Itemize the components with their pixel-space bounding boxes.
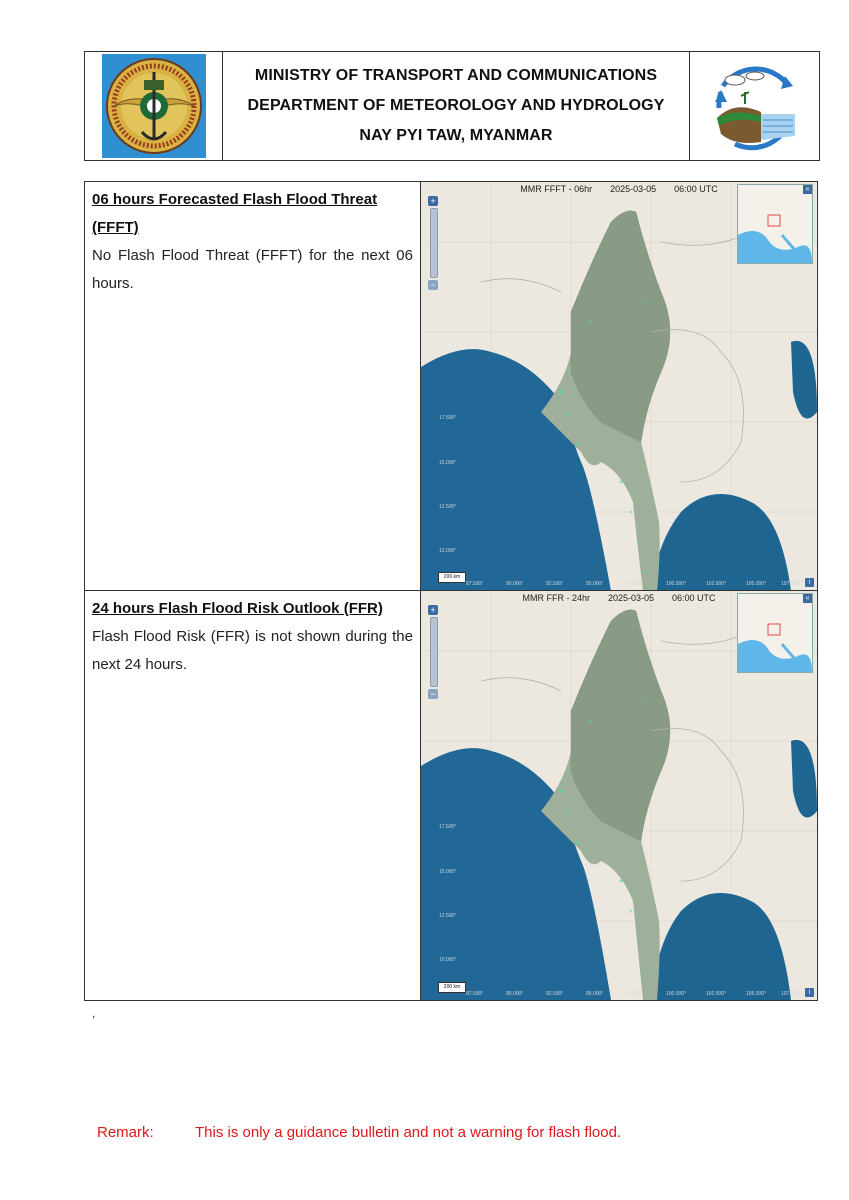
ffft-lon-label: 105.000° (746, 581, 767, 587)
ffft-text-cell (85, 182, 421, 590)
ffr-lon-label: 95.000° (586, 991, 604, 997)
ffr-lon-label: 90.000° (506, 991, 524, 997)
ffft-zoom-control (428, 196, 439, 292)
ffr-lon-label: 105.000° (746, 991, 767, 997)
ffft-lon-label: 95.000° (586, 581, 604, 587)
location-title: NAY PYI TAW, MYANMAR (359, 127, 553, 144)
ffft-zoom-in-button[interactable]: + (428, 196, 438, 206)
ffr-map-date: 2025-03-05 (607, 593, 654, 603)
hydrology-cycle-icon (705, 56, 805, 156)
header-title-block (223, 52, 689, 160)
ffft-title-abbr: (FFFT) (92, 219, 139, 236)
remark-label: Remark: (97, 1124, 154, 1141)
ministry-emblem-icon (102, 54, 206, 158)
ffr-zoom-control (428, 605, 439, 701)
ffft-overview-toggle-button[interactable]: « (803, 185, 812, 194)
ffft-body: No Flash Flood Threat (FFFT) for the next 06 hours. (92, 247, 413, 292)
ffft-overview-graphic (738, 185, 812, 263)
ffr-lon-label: 100.000° (666, 991, 687, 997)
ffft-scale-bar: 200 km (438, 572, 466, 583)
ffft-zoom-out-button[interactable]: − (428, 280, 438, 290)
ffft-lon-label: 87.500° (466, 581, 484, 587)
ffft-lat-label: 15.000° (439, 460, 457, 466)
ffft-lat-label: 10.000° (439, 548, 457, 554)
ffft-row (85, 182, 817, 591)
right-logo-cell (689, 52, 819, 160)
ffr-zoom-slider[interactable] (430, 617, 438, 687)
department-title: DEPARTMENT OF METEOROLOGY AND HYDROLOGY (247, 97, 665, 114)
ffr-map-time: 06:00 UTC (672, 593, 716, 603)
ffr-lon-label: 97.500° (626, 991, 644, 997)
ffft-lon-label: 97.500° (626, 581, 644, 587)
remark-text: This is only a guidance bulletin and not a warning for flash flood. (195, 1124, 622, 1141)
ffr-lon-label: 92.500° (546, 991, 564, 997)
bulletin-header (84, 51, 820, 161)
ffr-title: 24 hours Flash Flood Risk Outlook (FFR) (92, 600, 383, 617)
ffr-body: Flash Flood Risk (FFR) is not shown during the next 24 hours. (92, 628, 413, 673)
ffr-scale-bar: 200 km (438, 982, 466, 993)
ffr-lon-label: 102.500° (706, 991, 727, 997)
ffr-lat-label: 17.500° (439, 824, 457, 830)
ffr-lon-label: 87.500° (466, 991, 484, 997)
ffft-info-button[interactable]: i (805, 578, 814, 587)
ffr-map-product: MMR FFR - 24hr (522, 593, 590, 603)
ffr-overview-toggle-button[interactable]: « (803, 594, 812, 603)
ffft-lon-label: 102.500° (706, 581, 727, 587)
ffft-zoom-slider[interactable] (430, 208, 438, 278)
ffr-map[interactable] (421, 591, 817, 1000)
ffr-lat-label: 15.000° (439, 869, 457, 875)
ffft-map[interactable] (421, 182, 817, 590)
ffr-lat-label: 12.500° (439, 913, 457, 919)
ffft-lon-label: 90.000° (506, 581, 524, 587)
ffft-overview-map[interactable] (737, 184, 813, 264)
ffft-map-time: 06:00 UTC (674, 184, 718, 194)
remark-line (97, 1124, 621, 1141)
ffr-text-cell (85, 591, 421, 1000)
ffft-lon-label: 107.500° (781, 581, 802, 587)
left-logo-cell (85, 52, 223, 160)
stray-mark: , (92, 1006, 96, 1020)
ffr-overview-graphic (738, 594, 812, 672)
ffft-lon-label: 92.500° (546, 581, 564, 587)
ffft-map-product: MMR FFFT - 06hr (520, 184, 593, 194)
ffr-row (85, 591, 817, 1000)
ffr-zoom-out-button[interactable]: − (428, 689, 438, 699)
forecast-table (84, 181, 818, 1001)
ffft-lat-label: 17.500° (439, 415, 457, 421)
ffft-map-date: 2025-03-05 (610, 184, 657, 194)
ministry-title: MINISTRY OF TRANSPORT AND COMMUNICATIONS (254, 67, 658, 84)
ffft-lon-label: 100.000° (666, 581, 687, 587)
ffr-zoom-in-button[interactable]: + (428, 605, 438, 615)
ffr-lat-label: 10.000° (439, 957, 457, 963)
ffr-info-button[interactable]: i (805, 988, 814, 997)
ffr-lon-label: 107.500° (781, 991, 802, 997)
ffft-title: 06 hours Forecasted Flash Flood Threat (92, 191, 378, 208)
ffft-lat-label: 12.500° (439, 504, 457, 510)
ffr-overview-map[interactable] (737, 593, 813, 673)
